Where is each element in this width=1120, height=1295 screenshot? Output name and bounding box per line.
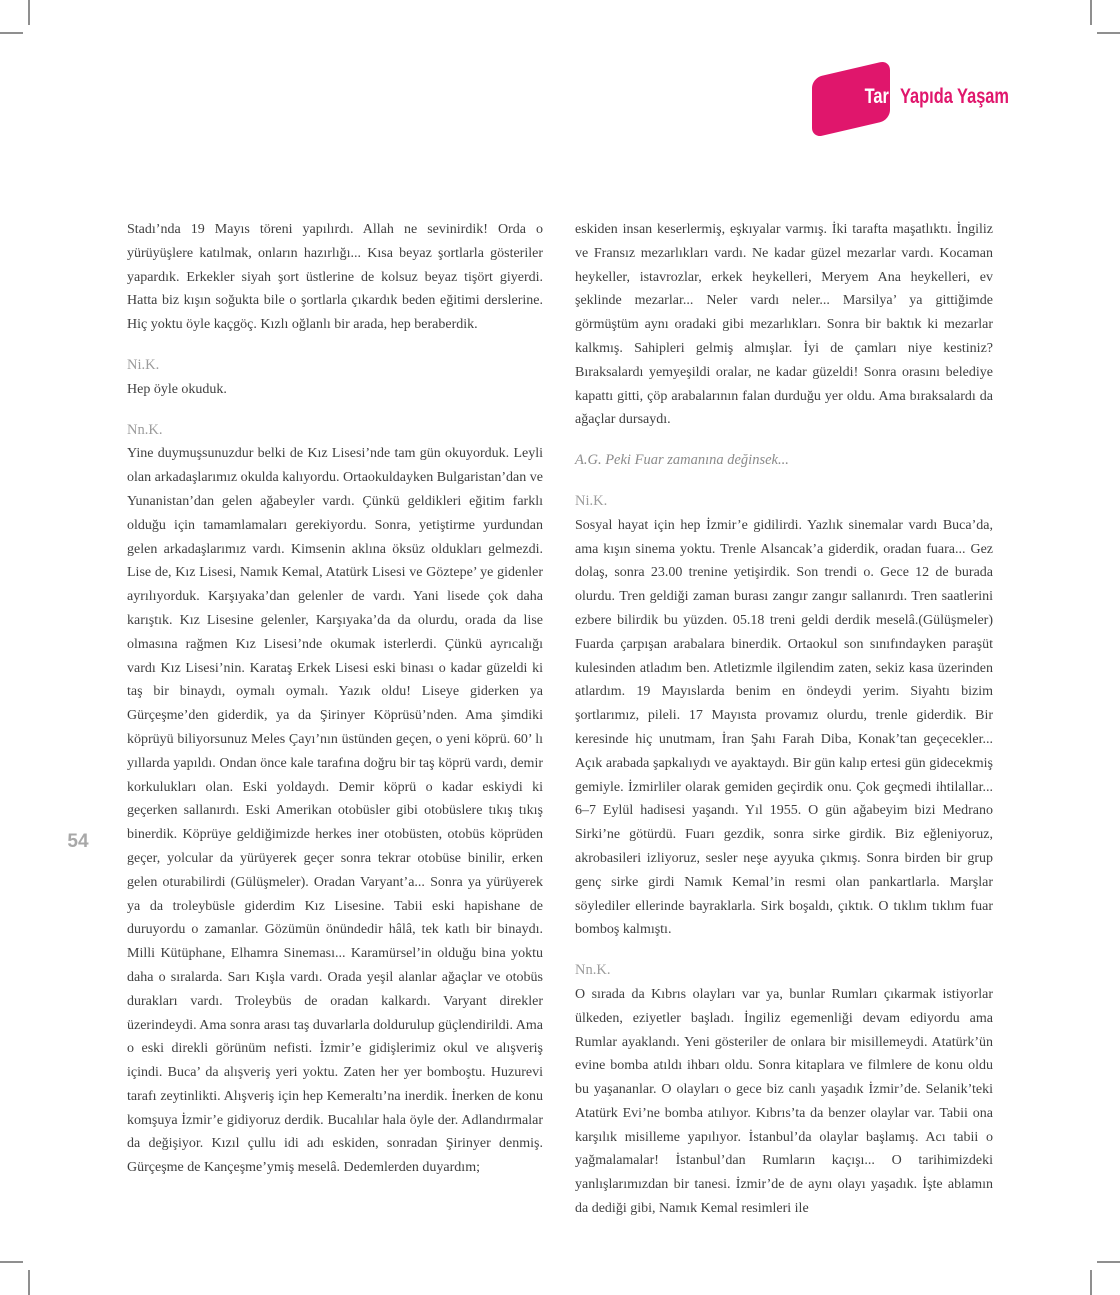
page-number: 54 — [67, 831, 89, 852]
speaker-label-nnk: Nn.K. — [127, 421, 163, 438]
crop-mark-bottom-left-vertical — [28, 1270, 30, 1295]
paragraph-continuation: eskiden insan keserlermiş, eşkıyalar varmış. İki tarafta maşatlıktı. İngiliz ve Fransız mezarlıkları vardı. Ne kadar güzel mezarlar vardı. Kocaman heykeller, istavrozlar, erkek heykelleri, Meryem Ana heykelleri, ev şeklinde mezarlar... Neler vardı neler... Marsilya’ ya gittiğimde görmüştüm aynı oradaki gibi mezarlıkları. Sonra bir baktık ki mezarlar kalkmış. Sahipleri gelmiş almışlar. İyi de çamları niye kestiniz? Bıraksalardı yemyeşildi oralar, ne kadar güzeldi! Sonra orasını belediye kapattı gitti, çöp arabalarının falan durduğu yer oldu. Ama bıraksalardı da ağaçlar dursaydı. — [575, 222, 993, 428]
brand-title: Yapıda Yaşam — [900, 85, 1009, 108]
speaker-label-nnk: Nn.K. — [575, 962, 611, 979]
crop-mark-bottom-left-horizontal — [0, 1261, 23, 1263]
paragraph-nnk-answer: Yine duymuşsunuzdur belki de Kız Lisesi’nde tam gün okuyorduk. Leyli olan arkadaşlarımız okulda kalıyordu. Ortaokuldayken Bulgaristan’dan ve Yunanistan’dan gelen ağabeyler vardı. Çünkü geldikleri eğitim farklı olduğu için tamamlamaları gerekiyordu. Sonra, yetiştirme yurdundan gelen arkadaşlarımız vardı. Kimsenin aklına öksüz oldukları gelmezdi. Lise de, Kız Lisesi, Namık Kemal, Atatürk Lisesi ve Göztepe’ ye gidenler ayrılıyorduk. Karşıyaka’dan gelenler de vardı. Yani lisede çok daha karıştık. Kız Lisesine gelenler, Karşıyaka’da da olurdu, orada da lise olmasına rağmen Kız Lisesi’nde okumak isterlerdi. Çünkü ayrıcalığı vardı Kız Lisesi’nin. Karataş Erkek Lisesi eski binası o kadar güzeldi ki taş bir binaydı, oymalı oymalı. Yazık oldu! Liseye giderken ya Gürçeşme’den giderdik, ya da Şirinyer Köprüsü’nden. Ama şimdiki köprüyü biliyorsunuz Meles Çayı’nın üstünden geçen, o yeni köprü. 60’ lı yıllarda yapıldı. Ondan önce kale tarafına doğru bir taş köprü vardı, demir korkulukları olan. Eski yoldaydı. Demir köprü o kadar eskiydi ki geçerken sallanırdı. Eski Amerikan otobüsler gibi otobüslere tıkış tıkış binerdik. Köprüye geldiğimizde herkes iner otobüsten, otobüs köprüden geçer, yolcular da yürüyerek geçer sonra tekrar otobüse binilir, erken gelen oturabilirdi (Gülüşmeler). Oradan Varyant’a... Sonra ya yürüyerek ya da troleybüsle giderdim Kız Lisesine. Tabii eski hapishane de duruyordu o zamanlar. Gözümün önündedir hâlâ, tek katlı bir binaydı. Milli Kütüphane, Elhamra Sineması... Karamürsel’in olduğu bina yoktu daha o sıralarda. Sarı Kışla vardı. Orada yeşil alanlar ağaçlar ve otobüs durakları vardı. Troleybüs de oradan kalkardı. Varyant direkler üzerindeydi. Ama sonra arası taş duvarlarla doldurulup güçlendirildi. Ama o eski direkli görünüm nefisti. İzmir’e gidişlerimiz okul ve alışveriş içindi. Buca’ da alışveriş yeri yoktu. Zaten her yer bomboştu. Huzurevi tarafı zeytinlikti. Alışveriş için hep Kemeraltı’na inerdik. İnerken de konu komşuya İzmir’e gidiyoruz derdik. Bucalılar hala öyle der. Adlandırmalar da değişiyor. Kızıl çullu idi adı eskiden, sonradan Şirinyer denmiş. Gürçeşme de Kançeşme’ymiş meselâ. Dedemlerden duyardım; — [127, 446, 543, 1176]
right-column — [575, 218, 993, 1221]
crop-mark-bottom-right-vertical — [1090, 1270, 1092, 1295]
paragraph-nnk-answer: O sırada da Kıbrıs olayları var ya, bunlar Rumları çıkarmak istiyorlar ülkeden, eziyetler başladı. İngiliz egemenliği devam ediyordu ama Rumlar ayaklandı. Yeni gösteriler de onlara bir misillemeydi. Atatürk’ün evine bomba atıldı ihbarı oldu. Sonra kitaplara ve filmlere de konu oldu bu yaşananlar. O olayları o gece biz canlı yaşadık İzmir’de. Selanik’teki Atatürk Evi’ne bomba atılıyor. Kıbrıs’ta da benzer olaylar var. Tabii ona karşılık misilleme yapılıyor. İstanbul’da olaylar başlamış. Acı tabii o yağmalamalar! İstanbul’dan Rumların kaçışı... O tarihimizdeki yanlışlarımızdan bir tanesi. İzmir’de de aynı olayı yaşadık. İşte ablamın da dediği gibi, Namık Kemal resimleri ile — [575, 986, 993, 1217]
brand-tag-label: Tarihi — [864, 85, 908, 108]
crop-mark-top-left-vertical — [28, 0, 30, 25]
paragraph-nik-answer: Hep öyle okuduk. — [127, 381, 227, 397]
crop-mark-top-left-horizontal — [0, 32, 23, 34]
left-column — [127, 218, 543, 1180]
speaker-label-nik: Ni.K. — [127, 356, 160, 373]
paragraph-continuation: Stadı’nda 19 Mayıs töreni yapılırdı. Allah ne sevinirdik! Orda o yürüyüşlere katılmak, onların hazırlığı... Kısa beyaz şortlarla gösteriler yapardık. Erkekler siyah şort üstlerine de kolsuz beyaz tişört giyerdi. Hatta biz kışın soğukta bile o şortlarla çıkardık beden eğitimi derslerine. Hiç yoktu öyle kaçgöç. Kızlı oğlanlı bir arada, hep beraberdik. — [127, 222, 543, 333]
crop-mark-top-right-vertical — [1090, 0, 1092, 25]
crop-mark-bottom-right-horizontal — [1097, 1261, 1120, 1263]
paragraph-nik-answer: Sosyal hayat için hep İzmir’e gidilirdi. Yazlık sinemalar vardı Buca’da, ama kışın sinema yoktu. Trenle Alsancak’a giderdik, oradan fuara... Gez dolaş, sonra 23.00 trenine yetişirdik. Son trendi o. Gece 12 de burada olurdu. Tren geldiği zaman burası zangır zangır sallanırdı. Tren saatlerini ezbere bilirdik bu yüzden. 05.18 treni geldi derdik meselâ.(Gülüşmeler) Fuarda çarpışan arabalara binerdik. Ortaokul son sınıfındayken paraşüt kulesinden atladım ben. Atletizmle ilgilendim zaten, sekiz kasa üzerinden atlardım. 19 Mayıslarda benim en öndeydi yerim. Siyahtı bizim şortlarımız, pileli. 17 Mayısta provamız olurdu, trenle giderdik. Bir keresinde hiç unutmam, İran Şahı Farah Diba, Konak’tan geçecekler... Açık arabada şapkalıydı ve ayaktaydı. Bir gün kalıp ertesi gün gidecekmiş gemiyle. İzmirliler olarak gemiden geçirdik onu. Çok geçmedi ihtilallar... 6–7 Eylül hadisesi yaşandı. Yıl 1955. O gün ağabeyim bizi Medrano Sirki’ne götürdü. Fuarı gezdik, sonra sirke girdik. Biz eğleniyoruz, akrobasileri izliyoruz, sesler neşe ayyuka çıkmış. Sonra birden bir grup genç sirke girdi Namık Kemal’in resmi olan pankartlarla. Marşlar söylediler ellerinde bayraklarla. Sirk boşaldı, çıktık. O tıklım tıklım fuar bomboş kalmıştı. — [575, 517, 993, 938]
interviewer-question: A.G. Peki Fuar zamanına değinsek... — [575, 452, 789, 469]
crop-mark-top-right-horizontal — [1097, 32, 1120, 34]
speaker-label-nik: Ni.K. — [575, 492, 608, 509]
brand-logo — [808, 55, 1038, 155]
